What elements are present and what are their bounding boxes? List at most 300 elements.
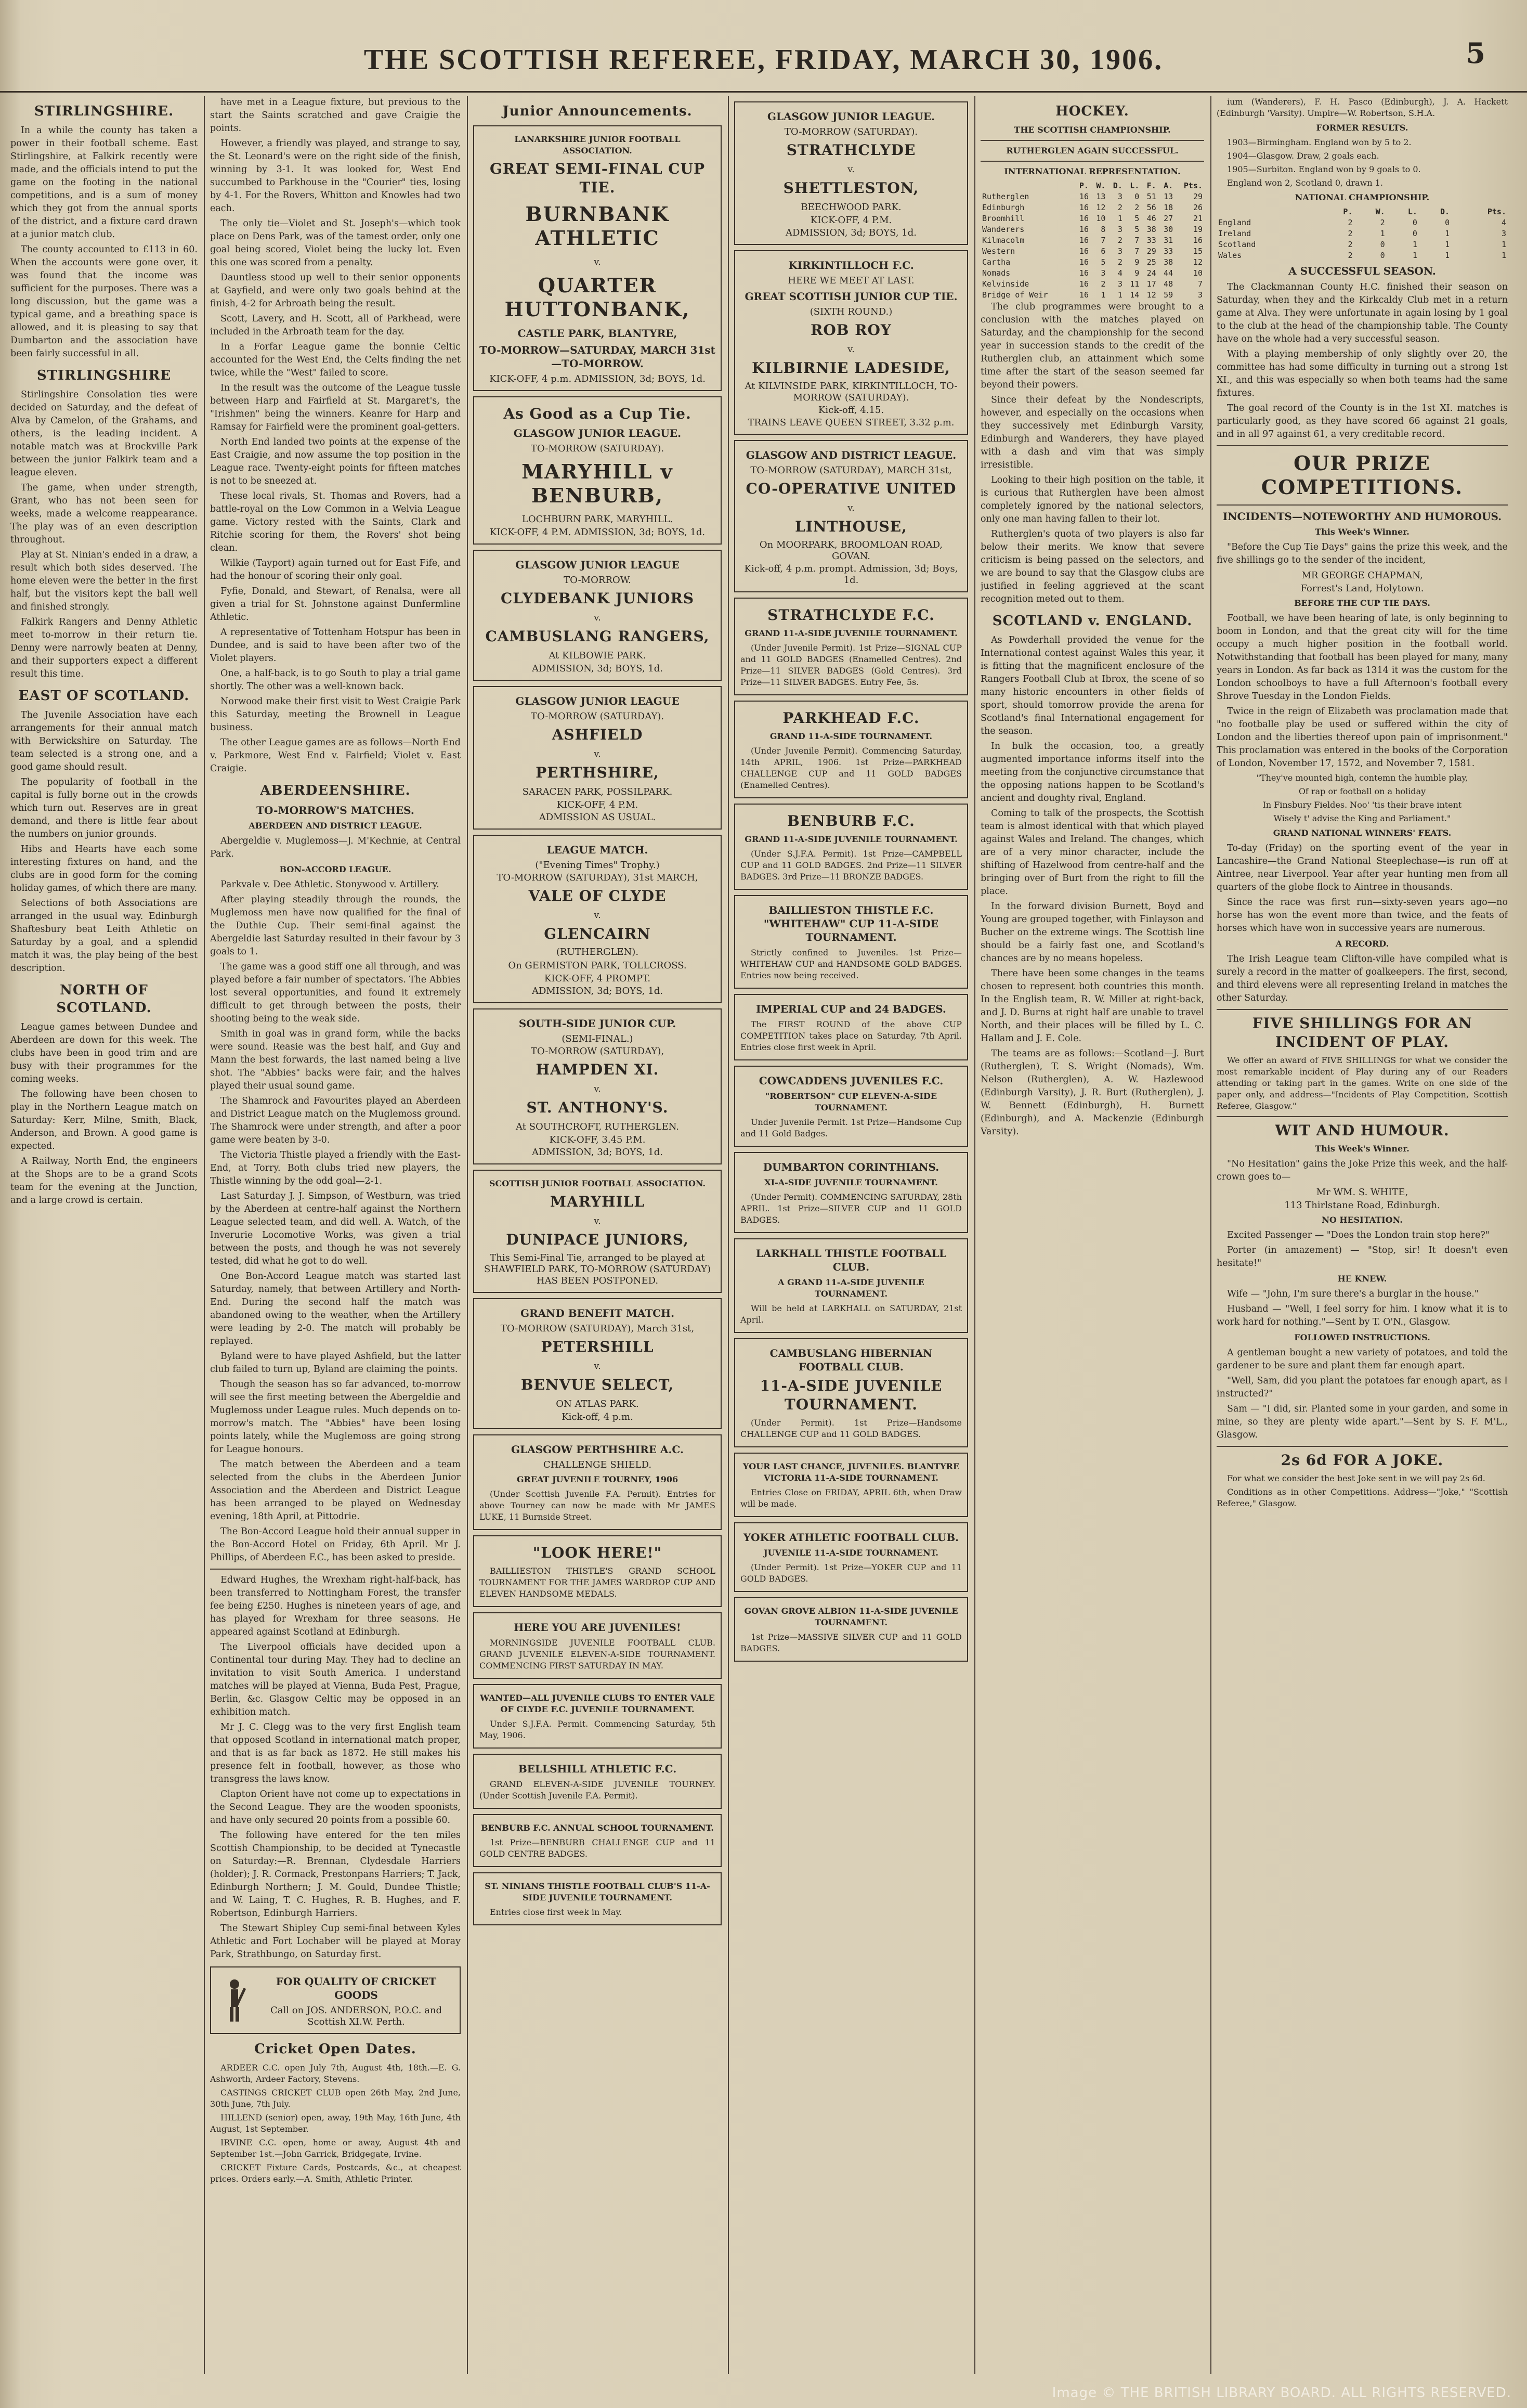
advert-info: Kick-off, 4 p.m.: [562, 1412, 633, 1422]
column-rule: [728, 96, 729, 2374]
table-cell: 3: [1197, 290, 1203, 300]
paragraph: The match between the Aberdeen and a team selected from the clubs in the Aberdeen Junior Association and the Aberdeen and District League has been arranged to be played on Wednesday evening, 18th April, at Pittodrie.: [210, 1459, 461, 1522]
column-1: [10, 96, 198, 2374]
verse-line: Of rap or football on a holiday: [1298, 786, 1426, 796]
advert-info: Kick-off, 4.15.: [818, 405, 884, 416]
heading-cricket-open-dates: Cricket Open Dates.: [254, 2041, 416, 2057]
advert-title: GOVAN GROVE ALBION 11-A-SIDE JUVENILE TOURNAMENT.: [744, 1606, 958, 1627]
paragraph: Since the race was first run—sixty-seven years ago—no horse has won the event more than twice, and the feats of horses which have won in successive years are numerous.: [1217, 897, 1508, 934]
table-row: [981, 257, 1204, 268]
winner-address: 113 Thirlstane Road, Edinburgh.: [1284, 1200, 1440, 1211]
paragraph: A Railway, North End, the engineers at the Shops are to be a grand Scots team for the evening at the Junction, and a large crowd is certain.: [10, 1156, 198, 1206]
table-cell: 9: [1134, 268, 1140, 278]
advert-org: GLASGOW PERTHSHIRE A.C.: [511, 1443, 684, 1456]
table-header: D.: [1113, 181, 1123, 190]
table-cell: 5: [1101, 257, 1106, 267]
table-cell: 2: [1117, 257, 1123, 267]
advert-cambuslang: [734, 1338, 968, 1447]
table-cell: 21: [1193, 214, 1203, 223]
table-cell: 1: [1445, 240, 1450, 249]
table-cell: 16: [1079, 192, 1089, 201]
heading-stirlingshire-2: STIRLINGSHIRE: [36, 368, 172, 383]
heading-north-of-scotland: NORTH OF SCOTLAND.: [56, 982, 152, 1016]
paragraph: Conditions as in other Competitions. Address—"Joke," "Scottish Referee," Glasgow.: [1217, 1487, 1508, 1508]
table-row: [981, 191, 1204, 202]
advert-venue: LOCHBURN PARK, MARYHILL.: [521, 514, 673, 525]
advert-govan-grove: [734, 1597, 968, 1662]
paragraph: League games between Dundee and Aberdeen are down for this week. The clubs have been in good trim and are busy with their programmes for the coming weeks.: [10, 1022, 198, 1084]
divider: [1217, 1446, 1508, 1447]
advert-blantyre: [734, 1453, 968, 1517]
subheading: NATIONAL CHAMPIONSHIP.: [1295, 192, 1430, 202]
table-header: L.: [1407, 207, 1417, 216]
advert-body: (Under Juvenile Permit). 1st Prize—SIGNAL CUP and 11 GOLD BADGES (Enamelled Centres). 2nd Prize—11 SILVER BADGES (Gold Centres). 3rd Prize—11 SILVER BADGES. Entry Fee, 5s.: [740, 643, 962, 687]
advert-sub: "ROBERTSON" CUP ELEVEN-A-SIDE TOURNAMENT.: [765, 1091, 937, 1112]
paragraph: Though the season has so far advanced, to-morrow will see the first meeting between the Abergeldie and Muglemoss under League rules. Much depends on to-morrow's match. The "Abbies" have been losing points lately, while the Muglemoss are going strong for League honours.: [210, 1379, 461, 1455]
table-cell: 0: [1412, 229, 1417, 238]
paragraph: However, a friendly was played, and strange to say, the St. Leonard's were on the right side of the finish, winning by 3-1. It was looked for, West End succumbed to Parkhouse in the "Courier" ties, losing by 4-1. For the Rovers, Whitton and Knowles had two each.: [210, 138, 461, 214]
subheading: This Week's Winner.: [1315, 1144, 1409, 1154]
paragraph: Parkvale v. Dee Athletic. Stonywood v. Artillery.: [220, 879, 439, 890]
paragraph: The county accounted to £113 in 60. When the accounts were gone over, it was found that the income was sufficient for the purposes. There was a long discussion, but the game was a typical game, and a breathing space is allowed, and it is pleasing to say that Dumbarton and the association have been fairly successful in all.: [10, 244, 198, 359]
advert-date: TO-MORROW—SATURDAY, MARCH 31st—TO-MORROW.: [479, 344, 715, 370]
advert-body: Under S.J.F.A. Permit. Commencing Saturday, 5th May, 1906.: [479, 1719, 715, 1740]
advert-body: (Under Juvenile Permit). Commencing Saturday, 14th APRIL, 1906. 1st Prize—PARKHEAD CHALLENGE CUP and 11 GOLD BADGES (Enamelled Centres).: [740, 746, 962, 790]
table-cell: 15: [1193, 247, 1203, 256]
advert-info: KICK-OFF, 3.45 P.M.: [549, 1134, 646, 1145]
paragraph: In the forward division Burnett, Boyd and Young are grouped together, with Finlayson and Bucher on the extreme wings. The Scottish line should be a fairly fast one, and Scotland's chances are by no means hopeless.: [981, 901, 1204, 964]
table-header: F.: [1146, 181, 1156, 190]
advert-body: (Under Permit). COMMENCING SATURDAY, 28th APRIL. 1st Prize—SILVER CUP and 11 GOLD BADGES.: [740, 1192, 962, 1225]
column-3: [473, 96, 722, 2374]
cricket-goods-advert: [210, 1966, 461, 2034]
column-4: [734, 96, 968, 2374]
table-cell: 10: [1193, 268, 1203, 278]
paragraph: Coming to talk of the prospects, the Scottish team is almost identical with that which played against Wales and Ireland. The changes, which are of a very minor character, include the shifting of Hazelwood from centre-half and the bringing over of Burt from the right to fill the place.: [981, 808, 1204, 897]
paragraph: The Bon-Accord League hold their annual supper in the Bon-Accord Hotel on Friday, 6th April. Mr J. Phillips, of Aberdeen F.C., has been asked to preside.: [210, 1526, 461, 1563]
paragraph: Norwood make their first visit to West Craigie Park this Saturday, meeting the Brownell in League business.: [210, 696, 461, 733]
advert-sub: A GRAND 11-A-SIDE JUVENILE TOURNAMENT.: [778, 1277, 924, 1299]
table-cell: 9: [1134, 257, 1140, 267]
advert-team: KILBIRNIE LADESIDE,: [752, 359, 950, 377]
table-cell: 7: [1101, 236, 1106, 245]
table-row: [981, 202, 1204, 213]
table-row: [981, 235, 1204, 246]
paragraph: These local rivals, St. Thomas and Rovers, had a battle-royal on the Low Common in a Welvia League game. Victory rested with the Saints, Clark and Ritchie scoring for them, the Rovers' shot being clean.: [210, 491, 461, 553]
table-cell: 59: [1164, 290, 1173, 300]
table-cell: 16: [1079, 279, 1089, 289]
advert-burnbank: [473, 125, 722, 391]
advert-vs: v.: [594, 256, 601, 267]
paragraph: The Irish League team Clifton-ville have compiled what is surely a record in the matter of goalkeepers. The first, second, and third elevens were all representing Ireland in matches the other Saturday.: [1217, 954, 1508, 1003]
advert-org: SOUTH-SIDE JUNIOR CUP.: [518, 1017, 676, 1030]
table-cell: 3: [1117, 247, 1123, 256]
advert-title: BENBURB F.C. ANNUAL SCHOOL TOURNAMENT.: [481, 1823, 714, 1833]
table-cell: 2: [1348, 240, 1353, 249]
advert-body: Under Juvenile Permit. 1st Prize—Handsome Cup and 11 Gold Badges.: [740, 1117, 962, 1138]
advert-vs: v.: [594, 1215, 601, 1226]
table-cell: 16: [1079, 225, 1089, 234]
subheading: A RECORD.: [1335, 939, 1389, 949]
advert-bellshill: [473, 1754, 722, 1809]
advert-larkhall: [734, 1238, 968, 1333]
paragraph: Scott, Lavery, and H. Scott, all of Parkhead, were included in the Arbroath team for the day.: [210, 314, 461, 337]
advert-team: MARYHILL v BENBURB,: [521, 460, 673, 507]
advert-sub: GRAND 11-A-SIDE JUVENILE TOURNAMENT.: [745, 628, 958, 638]
paragraph: Clapton Orient have not come up to expectations in the Second League. They are the wooden spoonists, and have only secured 20 points from a possible 60.: [210, 1789, 461, 1826]
paragraph: There have been some changes in the teams chosen to represent both countries this month. In the English team, R. W. Miller at right-back, and J. D. Burns at right half are unable to travel North, and their places will be filled by L. C. Hallam and J. E. Cole.: [981, 968, 1204, 1044]
table-cell: 48: [1164, 279, 1173, 289]
advert-kirkintilloch: [734, 250, 968, 435]
table-row: [981, 268, 1204, 279]
paragraph: Dauntless stood up well to their senior opponents at Gayfield, and were only two goals behind at the finish, 4-2 for Arbroath being the result.: [210, 273, 461, 309]
advert-team: CLYDEBANK JUNIORS: [500, 590, 695, 607]
table-row: [1217, 250, 1508, 261]
advert-imperial-cup: [734, 994, 968, 1060]
table-cell: Scotland: [1218, 240, 1256, 249]
advert-info: TRAINS LEAVE QUEEN STREET, 3.32 p.m.: [748, 417, 955, 428]
list-item: England won 2, Scotland 0, drawn 1.: [1227, 178, 1383, 188]
advert-date: TO-MORROW (SATURDAY), MARCH 31st,: [750, 465, 952, 476]
paragraph: The Shamrock and Favourites played an Aberdeen and District League match on the Muglemoss ground. The Shamrock were under strength, and after a poor game were beaten by 3-0.: [210, 1096, 461, 1145]
advert-sub: XI-A-SIDE JUVENILE TOURNAMENT.: [764, 1177, 938, 1187]
advert-title: CAMBUSLANG HIBERNIAN FOOTBALL CLUB.: [769, 1347, 933, 1373]
table-cell: Western: [982, 247, 1015, 256]
winner-name: Mr WM. S. WHITE,: [1316, 1187, 1408, 1198]
advert-sub: (RUTHERGLEN).: [556, 947, 639, 957]
table-cell: 12: [1096, 203, 1106, 212]
advert-strathclyde-tournament: [734, 598, 968, 695]
table-header: P.: [1079, 181, 1089, 190]
advert-team: ST. ANTHONY'S.: [526, 1099, 669, 1116]
cricketer-icon: [216, 1977, 253, 2024]
hockey-league-table: [981, 180, 1204, 301]
paragraph: To-day (Friday) on the sporting event of the year in Lancashire—the Grand National Steeplechase—is run off at Aintree, near Liverpool. Year after year hunting men from all quarters of the globe flock to Aintree in thousands.: [1217, 843, 1508, 892]
table-header: D.: [1440, 207, 1450, 216]
advert-yoker: [734, 1522, 968, 1592]
advert-team: VALE OF CLYDE: [528, 887, 667, 904]
advert-org: GLASGOW JUNIOR LEAGUE: [515, 559, 680, 571]
table-cell: 16: [1079, 203, 1089, 212]
advert-venue: ON ATLAS PARK.: [556, 1399, 639, 1409]
column-rule: [467, 96, 468, 2374]
table-cell: 1: [1101, 290, 1106, 300]
advert-body: (Under Permit). 1st Prize—Handsome CHALLENGE CUP and 11 GOLD BADGES.: [740, 1418, 962, 1439]
table-cell: 4: [1501, 218, 1506, 227]
advert-team: PERTHSHIRE,: [536, 764, 659, 781]
advert-body: 1st Prize—MASSIVE SILVER CUP and 11 GOLD BADGES.: [740, 1632, 962, 1653]
advert-benburb-tournament: [734, 804, 968, 890]
advert-team: GLENCAIRN: [544, 925, 651, 942]
table-cell: 1: [1501, 240, 1506, 249]
subheading: FORMER RESULTS.: [1316, 123, 1408, 133]
advert-venue: BEECHWOOD PARK.: [801, 202, 902, 213]
paragraph: The other League games are as follows—North End v. Parkmore, West End v. Fairfield; Violet v. East Craigie.: [210, 737, 461, 774]
table-cell: 38: [1164, 257, 1173, 267]
advert-venue: CASTLE PARK, BLANTYRE,: [517, 327, 677, 340]
table-cell: 38: [1146, 225, 1156, 234]
paragraph: One Bon-Accord League match was started last Saturday, namely, that between Artillery and North-End. During the second half the match was abandoned owing to the weather, when the Artillery were leading by 2-0. The match will probably be replayed.: [210, 1271, 461, 1347]
table-cell: 5: [1134, 214, 1140, 223]
table-cell: 2: [1117, 203, 1123, 212]
advert-body: (Under Permit). 1st Prize—YOKER CUP and 11 GOLD BADGES.: [740, 1562, 962, 1584]
table-header: P.: [1343, 207, 1353, 216]
advert-body: Call on JOS. ANDERSON, P.O.C. and Scottish XI.W. Perth.: [270, 2005, 442, 2027]
paragraph: Play at St. Ninian's ended in a draw, a result which both sides deserved. The home eleven were the better in the first half, but the visitors kept the ball well and finished strongly.: [10, 550, 198, 612]
subheading: TO-MORROW'S MATCHES.: [256, 804, 414, 817]
paragraph: With a playing membership of only slightly over 20, the committee has had some difficulty in turning out a strong 1st XI., and this was especially so when both teams had the same fixtures.: [1217, 349, 1508, 398]
paragraph: Edward Hughes, the Wrexham right-half-back, has been transferred to Nottingham Forest, the transfer fee being £250. Hughes is nineteen years of age, and has played for Wrexham for three seasons. He appeared against Scotland at Edinburgh.: [210, 1575, 461, 1637]
advert-event: GREAT SEMI-FINAL CUP TIE.: [489, 160, 706, 196]
divider: [1217, 445, 1508, 446]
advert-juveniles: [473, 1612, 722, 1679]
table-row: [981, 279, 1204, 290]
table-row: [981, 290, 1204, 301]
advert-team: BENVUE SELECT,: [520, 1376, 674, 1393]
divider: [210, 1569, 461, 1570]
paragraph: Smith in goal was in grand form, while the backs were sound. Reasie was the best half, and Guy and Mann the best forwards, the last named being a live shot. The "Abbies" backs were fair, and the halves played their usual sound game.: [210, 1029, 461, 1091]
advert-sub: HERE WE MEET AT LAST.: [788, 275, 915, 286]
table-row: [1217, 228, 1508, 239]
list-item: 1903—Birmingham. England won by 5 to 2.: [1227, 137, 1412, 147]
table-cell: 10: [1096, 214, 1106, 223]
table-cell: 2: [1348, 229, 1353, 238]
advert-org: LANARKSHIRE JUNIOR FOOTBALL ASSOCIATION.: [514, 134, 681, 156]
paragraph: Byland were to have played Ashfield, but the latter club failed to turn up, Byland are claiming the points.: [210, 1351, 461, 1375]
paragraph: One, a half-back, is to go South to play a trial game shortly. The other was a well-known back.: [210, 668, 461, 692]
advert-title: WANTED—ALL JUVENILE CLUBS TO ENTER VALE OF CLYDE F.C. JUVENILE TOURNAMENT.: [480, 1693, 715, 1714]
table-cell: 1: [1117, 214, 1123, 223]
table-cell: 11: [1130, 279, 1140, 289]
paragraph: Hibs and Hearts have each some interesting fixtures on hand, and the clubs are in good form for the coming holiday games, of which there are many.: [10, 844, 198, 894]
paragraph: Falkirk Rangers and Denny Athletic meet to-morrow in their return tie. Denny were narrowly beaten at Denny, and their supporters expect a different result this time.: [10, 617, 198, 679]
table-header: Pts.: [1487, 207, 1506, 216]
advert-info: ADMISSION, 3d; BOYS, 1d.: [531, 1147, 663, 1158]
table-header: A.: [1164, 181, 1173, 190]
subheading: THE SCOTTISH CHAMPIONSHIP.: [1014, 125, 1171, 135]
paragraph: Since their defeat by the Nondescripts, however, and especially on the occasions when they successively met Edinburgh Varsity, Edinburgh and Wanderers, they have played with a dash and vim that was simply irresistible.: [981, 395, 1204, 470]
table-cell: 18: [1164, 203, 1173, 212]
advert-org: LEAGUE MATCH.: [546, 844, 648, 856]
table-cell: 17: [1146, 279, 1156, 289]
table-cell: 29: [1146, 247, 1156, 256]
table-cell: 3: [1117, 225, 1123, 234]
paragraph: The Liverpool officials have decided upon a Continental tour during May. They had to decline an invitation to visit South America. I understand matches will be played at Vienna, Buda Pest, Prague, Berlin, &c. Glasgow Celtic may be opposed in an exhibition match.: [210, 1642, 461, 1717]
advert-title: GLASGOW JUNIOR LEAGUE.: [767, 110, 935, 123]
paragraph: Mr J. C. Clegg was to the very first English team that opposed Scotland in international match proper, and that is as far back as 1872. He still makes his presence felt in football, however, as those who transgress the laws know.: [210, 1722, 461, 1784]
advert-team: PETERSHILL: [541, 1338, 654, 1355]
advert-title: LARKHALL THISTLE FOOTBALL CLUB.: [755, 1247, 947, 1273]
table-cell: 0: [1445, 218, 1450, 227]
advert-sub: ("Evening Times" Trophy.): [535, 860, 660, 871]
advert-look-here: [473, 1535, 722, 1607]
table-cell: Bridge of Weir: [982, 290, 1048, 300]
column-5: [981, 96, 1204, 2374]
table-cell: 0: [1412, 218, 1417, 227]
advert-title: BAILLIESTON THISTLE F.C. "WHITEHAW" CUP 11-A-SIDE TOURNAMENT.: [763, 904, 939, 943]
advert-cowcaddens: [734, 1066, 968, 1147]
heading-prize-competitions: OUR PRIZE COMPETITIONS.: [1261, 451, 1464, 499]
subheading: INTERNATIONAL REPRESENTATION.: [1004, 166, 1181, 176]
paragraph: The club programmes were brought to a conclusion with the matches played on Saturday, and the championship for the second year in succession stands to the credit of the Rutherglen club, an attainment which some time after the start of the season seemed far beyond their powers.: [981, 302, 1204, 390]
advert-info: ADMISSION, 3d; BOYS, 1d.: [531, 663, 663, 674]
table-cell: Wanderers: [982, 225, 1025, 234]
table-cell: 26: [1193, 203, 1203, 212]
table-cell: Edinburgh: [982, 203, 1025, 212]
table-cell: 30: [1164, 225, 1173, 234]
table-cell: 3: [1117, 279, 1123, 289]
advert-vs: v.: [594, 1361, 601, 1371]
advert-benburb-school: [473, 1814, 722, 1867]
paragraph: Wife — "John, I'm sure there's a burglar in the house.": [1227, 1289, 1479, 1299]
table-cell: Cartha: [982, 257, 1011, 267]
advert-info: KICK-OFF, 4 p.m. ADMISSION, 3d; BOYS, 1d.: [489, 373, 706, 384]
advert-org: GRAND BENEFIT MATCH.: [520, 1307, 675, 1319]
list-item: 1905—Surbiton. England won by 9 goals to 0.: [1227, 164, 1421, 174]
advert-date: TO-MORROW.: [564, 575, 631, 586]
table-cell: 16: [1193, 236, 1203, 245]
advert-parkhead: [734, 701, 968, 798]
subheading: FOLLOWED INSTRUCTIONS.: [1294, 1332, 1430, 1342]
advert-dumbarton: [734, 1152, 968, 1233]
advert-date: TO-MORROW (SATURDAY), 31st MARCH,: [497, 872, 698, 883]
advert-team: DUNIPACE JUNIORS,: [506, 1231, 689, 1248]
advert-title: IMPERIAL CUP and 24 BADGES.: [756, 1003, 946, 1015]
advert-org: SCOTTISH JUNIOR FOOTBALL ASSOCIATION.: [489, 1179, 706, 1188]
advert-maryhill-benburb: [473, 396, 722, 545]
advert-st-ninians: [473, 1872, 722, 1925]
table-cell: 27: [1164, 214, 1173, 223]
paragraph: The Clackmannan County H.C. finished their season on Saturday, when they and the Kirkcaldy Club met in a return game at Alva. They were unfortunate in again losing by 1 goal to the club at the head of the championship table. The County have on the whole had a very successful season.: [1217, 282, 1508, 344]
table-cell: 7: [1134, 247, 1140, 256]
list-item: CRICKET Fixture Cards, Postcards, &c., at cheapest prices. Orders early.—A. Smith, Athletic Printer.: [210, 2163, 461, 2184]
advert-info: ADMISSION AS USUAL.: [539, 812, 656, 823]
paragraph: Excited Passenger — "Does the London train stop here?": [1227, 1230, 1490, 1240]
advert-title: YOUR LAST CHANCE, JUVENILES. BLANTYRE VICTORIA 11-A-SIDE TOURNAMENT.: [742, 1461, 960, 1483]
advert-vs: v.: [847, 164, 855, 175]
advert-team: MARYHILL: [550, 1193, 645, 1210]
paragraph: For what we consider the best Joke sent in we will pay 2s 6d.: [1227, 1473, 1485, 1483]
advert-info: This Semi-Final Tie, arranged to be played at SHAWFIELD PARK, TO-MORROW (SATURDAY) HAS BEEN POSTPONED.: [484, 1252, 711, 1286]
table-header: W.: [1375, 207, 1385, 216]
table-cell: 24: [1146, 268, 1156, 278]
advert-maryhill-dunipace: [473, 1170, 722, 1293]
table-cell: 16: [1079, 236, 1089, 245]
paragraph: In bulk the occasion, too, a greatly augmented importance informs itself into the meeting from the conjunctive circumstance that the opposing nations happen to be Scotland's ancient and doughty rival, England.: [981, 741, 1204, 804]
table-cell: 0: [1134, 192, 1140, 201]
subheading: BEFORE THE CUP TIE DAYS.: [1294, 598, 1430, 608]
table-cell: Kilmacolm: [982, 236, 1025, 245]
table-cell: Ireland: [1218, 229, 1251, 238]
advert-title: DUMBARTON CORINTHIANS.: [763, 1161, 939, 1173]
table-cell: 14: [1130, 290, 1140, 300]
advert-sub: GRAND 11-A-SIDE TOURNAMENT.: [769, 731, 933, 741]
advert-body: MORNINGSIDE JUVENILE FOOTBALL CLUB. GRAND JUVENILE ELEVEN-A-SIDE TOURNAMENT. COMMENCING FIRST SATURDAY IN MAY.: [479, 1638, 715, 1671]
list-item: CASTINGS CRICKET CLUB open 26th May, 2nd June, 30th June, 7th July.: [210, 2088, 461, 2109]
advert-title: COWCADDENS JUVENILES F.C.: [759, 1074, 944, 1087]
advert-perthshire-ac: [473, 1434, 722, 1530]
advert-team: ASHFIELD: [552, 726, 643, 743]
paragraph: North End landed two points at the expense of the East Craigie, and now assume the top position in the League race. Twenty-eight points for fifteen matches is not to be sneezed at.: [210, 437, 461, 486]
heading-joke-prize: 2s 6d FOR A JOKE.: [1281, 1452, 1444, 1469]
table-cell: 44: [1164, 268, 1173, 278]
advert-org: GLASGOW JUNIOR LEAGUE.: [513, 427, 682, 439]
table-cell: 16: [1079, 257, 1089, 267]
advert-clydebank: [473, 550, 722, 681]
advert-title: STRATHCLYDE F.C.: [767, 606, 935, 624]
advert-vs: v.: [594, 1083, 601, 1094]
column-rule: [974, 96, 975, 2374]
paragraph: The teams are as follows:—Scotland—J. Burt (Rutherglen), T. S. Wright (Nomads), Wm. Nelson (Rutherglen), A. W. Hazlewood (Edinburgh Varsity), J. R. Burt (Rutherglen), J. W. Bennett (Edinburgh), H. Burnett (Edinburgh), and A. Mackenzie (Edinburgh Varsity).: [981, 1048, 1204, 1137]
advert-info: Kick-off, 4 p.m. prompt. Admission, 3d; Boys, 1d.: [744, 563, 958, 586]
advert-sub: JUVENILE 11-A-SIDE TOURNAMENT.: [764, 1548, 938, 1558]
heading-wit-and-humour: WIT AND HUMOUR.: [1275, 1122, 1450, 1139]
advert-team: ROB ROY: [811, 321, 892, 339]
national-championship-table: [1217, 206, 1508, 261]
table-cell: 5: [1134, 225, 1140, 234]
paragraph: In a Forfar League game the bonnie Celtic accounted for the West End, the Celts finding the net twice, while the "West" failed to score.: [210, 342, 461, 378]
advert-info: KICK-OFF, 4 P.M.: [556, 799, 638, 810]
heading-junior-announcements: Junior Announcements.: [502, 103, 693, 119]
advert-hampden: [473, 1008, 722, 1164]
table-cell: 56: [1146, 203, 1156, 212]
subheading: ABERDEEN AND DISTRICT LEAGUE.: [249, 821, 422, 831]
advert-sub: (SIXTH ROUND.): [810, 306, 893, 317]
table-cell: Kelvinside: [982, 279, 1029, 289]
advert-title: BELLSHILL ATHLETIC F.C.: [518, 1763, 677, 1775]
paragraph: Twice in the reign of Elizabeth was proclamation made that "no footballe play be used or suffered within the city of London and the liberties thereof upon pain of imprisonment." This proclamation was entered in the books of the Corporation of London, November 17, 1572, and November 7, 1581.: [1217, 706, 1508, 769]
advert-venue: On MOORPARK, BROOMLOAN ROAD, GOVAN.: [759, 539, 943, 562]
advert-event: As Good as a Cup Tie.: [503, 405, 691, 422]
verse-line: In Finsbury Fieldes. Noo' 'tis their brave intent: [1262, 800, 1462, 810]
advert-info: KICK-OFF, 4 P.M. ADMISSION, 3d; BOYS, 1d.: [489, 527, 706, 538]
table-cell: 2: [1348, 251, 1353, 260]
table-cell: England: [1218, 218, 1251, 227]
paragraph: Abergeldie v. Muglemoss—J. M'Kechnie, at Central Park.: [210, 836, 461, 859]
subheading: RUTHERGLEN AGAIN SUCCESSFUL.: [1006, 146, 1179, 156]
heading-stirlingshire: STIRLINGSHIRE.: [34, 103, 174, 119]
paragraph: A representative of Tottenham Hotspur has been in Dundee, and is said to have been after two of the Violet players.: [210, 627, 461, 664]
advert-date: TO-MORROW (SATURDAY).: [530, 443, 664, 454]
table-row: [981, 213, 1204, 224]
advert-date: TO-MORROW (SATURDAY), March 31st,: [500, 1323, 695, 1334]
table-cell: 0: [1380, 240, 1385, 249]
divider: [981, 140, 1204, 141]
table-cell: 7: [1197, 279, 1203, 289]
advert-body: The FIRST ROUND of the above CUP COMPETITION takes place on Saturday, 7th April. Entries close first week in April.: [740, 1019, 962, 1052]
paragraph: The goal record of the County is in the 1st XI. matches is particularly good, as they have scored 66 against 21 goals, and in all 97 against 61, a very creditable record.: [1217, 403, 1508, 439]
table-cell: 12: [1146, 290, 1156, 300]
advert-body: Strictly confined to Juveniles. 1st Prize—WHITEHAW CUP and HANDSOME GOLD BADGES. Entries now being received.: [740, 948, 962, 980]
verse-line: "They've mounted high, contemn the humble play,: [1256, 773, 1468, 783]
advert-title: FOR QUALITY OF CRICKET GOODS: [276, 1975, 437, 2001]
table-row: [981, 224, 1204, 235]
winner-name: MR GEORGE CHAPMAN,: [1301, 570, 1423, 581]
advert-ashfield: [473, 686, 722, 830]
paragraph: Fyfie, Donald, and Stewart, of Renalsa, were all given a trial for St. Johnstone against Dunfermline Athletic.: [210, 586, 461, 623]
paragraph: The popularity of football in the capital is fully borne out in the crowds which turn out. Reserves are in great demand, and there is little fear about the numbers on junior grounds.: [10, 777, 198, 839]
table-cell: Nomads: [982, 268, 1011, 278]
advert-title: ST. NINIANS THISTLE FOOTBALL CLUB'S 11-A-SIDE JUVENILE TOURNAMENT.: [485, 1881, 710, 1902]
advert-info: ADMISSION, 3d; BOYS, 1d.: [785, 227, 917, 238]
table-cell: 1: [1445, 251, 1450, 260]
verse-line: Wisely t' advise the King and Parliament.": [1273, 813, 1451, 823]
advert-event: GREAT SCOTTISH JUNIOR CUP TIE.: [745, 290, 958, 303]
paragraph: "No Hesitation" gains the Joke Prize this week, and the half-crown goes to—: [1217, 1159, 1508, 1182]
advert-title: PARKHEAD F.C.: [782, 709, 920, 727]
paragraph: Husband — "Well, I feel sorry for him. I know what it is to work hard for nothing."—Sent by T. O'N., Glasgow.: [1217, 1304, 1508, 1327]
table-cell: Broomhill: [982, 214, 1025, 223]
